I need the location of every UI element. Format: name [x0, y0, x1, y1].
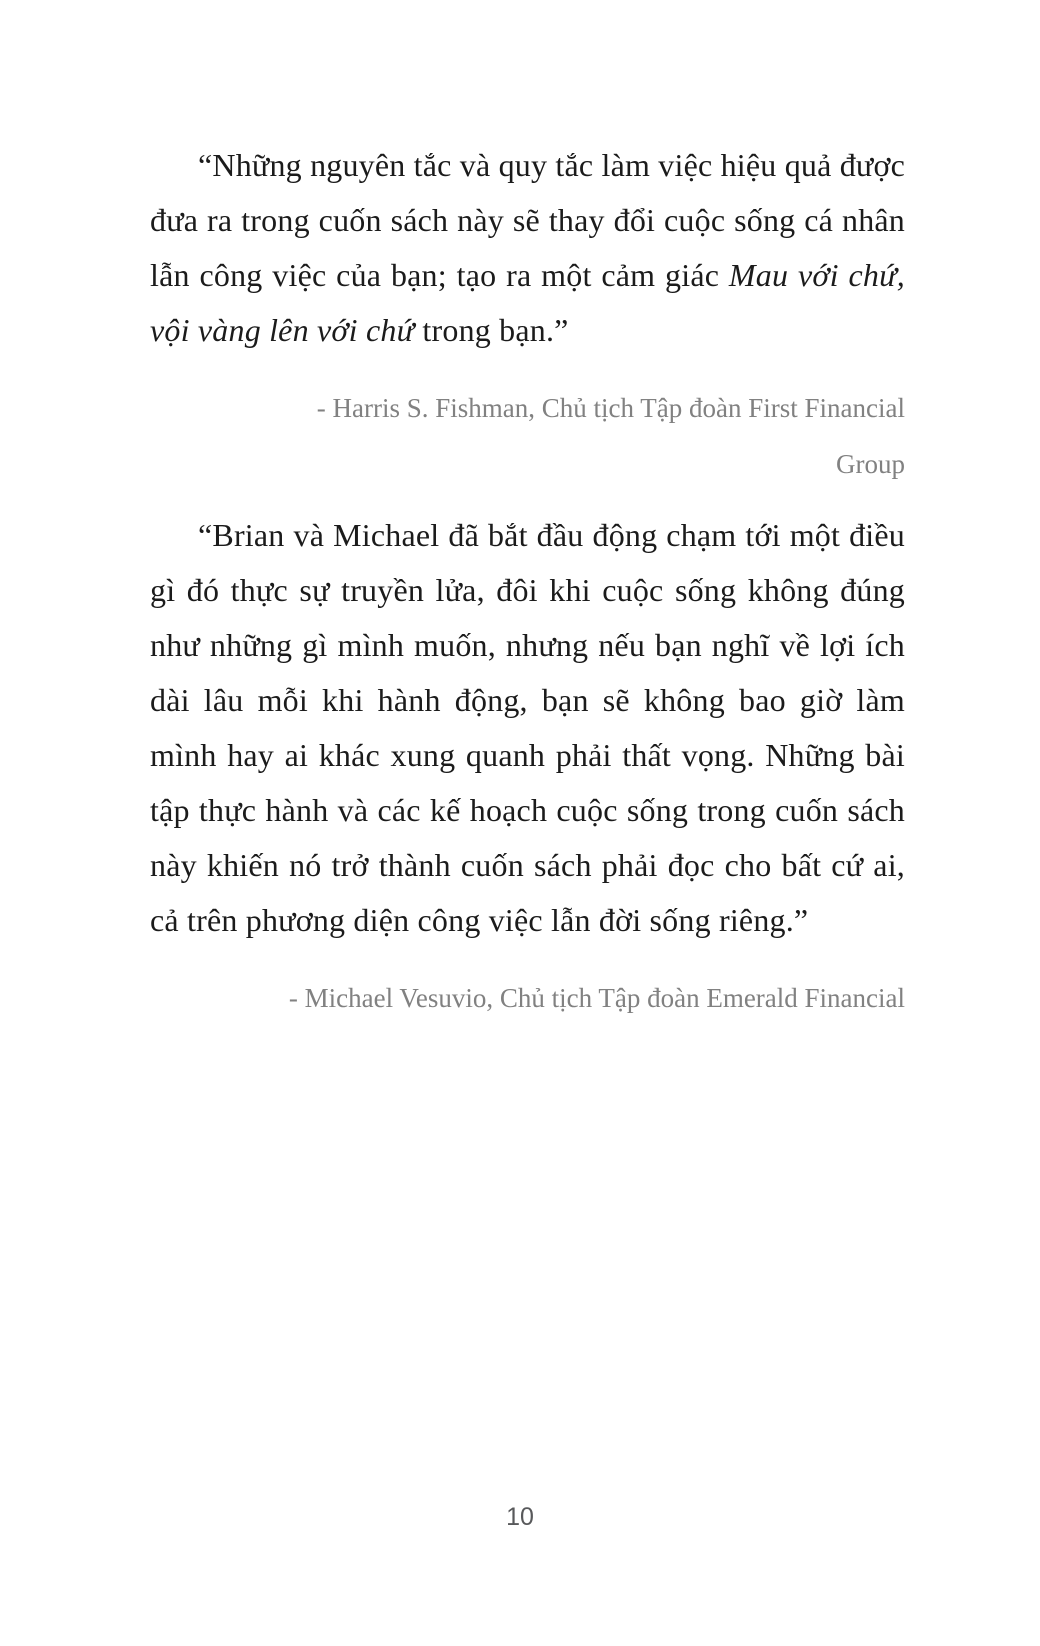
page-number: 10 [506, 1503, 534, 1531]
quote-2-attribution [150, 970, 905, 1026]
quote-2-attribution-line-1: - Michael Vesuvio, Chủ tịch Tập đoàn Emerald Financial [288, 983, 905, 1013]
quote-paragraph-1 [150, 138, 905, 358]
quote-1-attribution [150, 380, 905, 492]
quote-1-attribution-line-2: Group [836, 449, 905, 479]
quote-1-italic-phrase: Mau với chứ, vội vàng lên với chứ [150, 257, 905, 348]
quote-paragraph-2 [150, 508, 905, 948]
quote-2-text: “Brian và Michael đã bắt đầu động chạm tới một điều gì đó thực sự truyền lửa, đôi khi cuộc sống không đúng như những gì mình muốn, nhưng nếu bạn nghĩ về lợi ích dài lâu mỗi khi hành động, bạn sẽ không bao giờ làm mình hay ai khác xung quanh phải thất vọng. Những bài tập thực hành và các kế hoạch cuộc sống trong cuốn sách này khiến nó trở thành cuốn sách phải đọc cho bất cứ ai, cả trên phương diện công việc lẫn đời sống riêng.” [150, 517, 905, 938]
quote-1-text-after-italic: trong bạn.” [414, 312, 569, 348]
quote-1-text-before-italic: “Những nguyên tắc và quy tắc làm việc hiệu quả được đưa ra trong cuốn sách này sẽ thay đổi cuộc sống cá nhân lẫn công việc của bạn; tạo ra một cảm giác [150, 147, 905, 293]
quote-1-attribution-line-1: - Harris S. Fishman, Chủ tịch Tập đoàn First Financial [316, 393, 905, 423]
page-content [150, 138, 905, 1026]
